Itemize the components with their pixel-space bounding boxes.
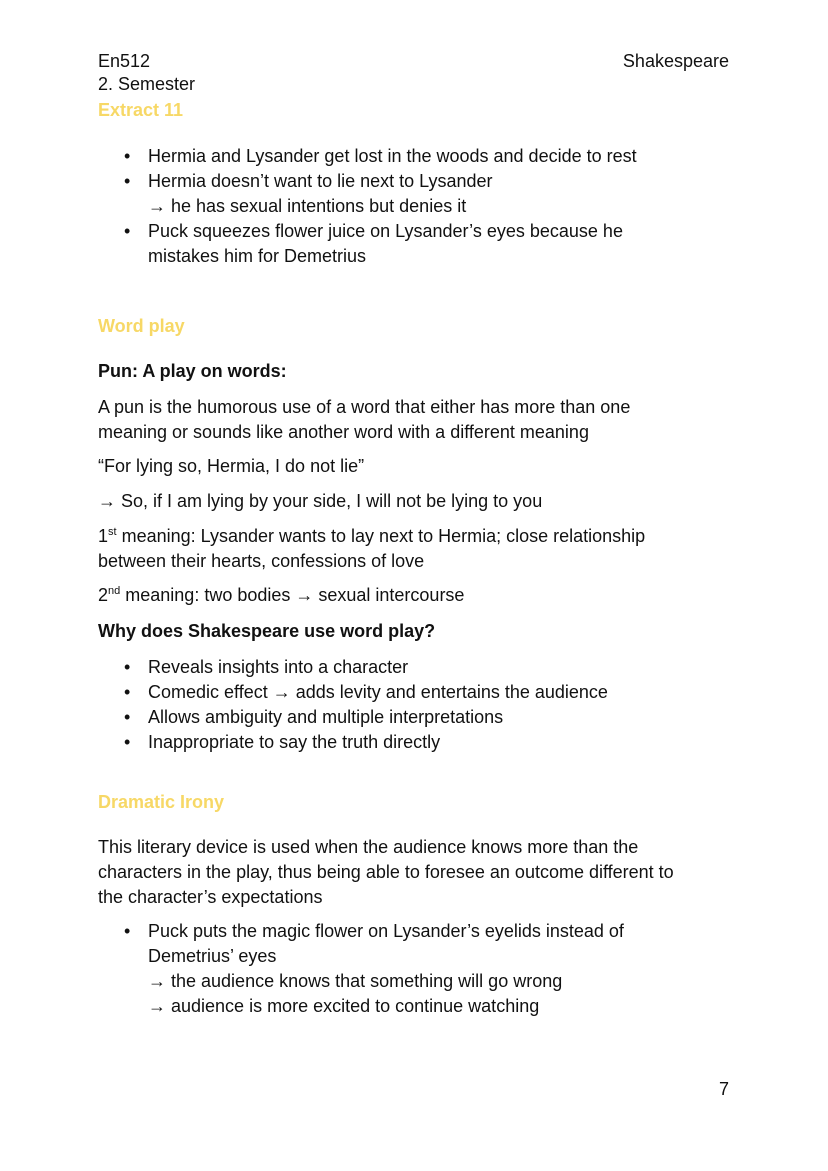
bullet-text: Hermia and Lysander get lost in the woods and decide to rest [148, 146, 637, 166]
line: This literary device is used when the audience knows more than the [98, 837, 639, 857]
bullet: • [124, 921, 131, 941]
bullet-text: Allows ambiguity and multiple interpretations [148, 707, 504, 727]
line: meaning: two bodies → sexual intercourse [120, 585, 465, 605]
extract-bullets [98, 144, 637, 269]
ordinal-suffix: nd [108, 585, 121, 597]
wordplay-title: Word play [98, 316, 185, 336]
list-item [98, 705, 608, 730]
ordinal: 2 [98, 585, 109, 605]
line: meaning: Lysander wants to lay next to Hermia; close relationship [116, 526, 646, 546]
list-item [98, 730, 608, 755]
bullet-subtext: → he has sexual intentions but denies it [148, 196, 467, 216]
pun-explanation: → So, if I am lying by your side, I will not be lying to you [98, 491, 543, 511]
irony-definition [98, 835, 674, 910]
bullet: • [124, 171, 131, 191]
bullet-text: Comedic effect → adds levity and entertains the audience [148, 682, 608, 702]
reasons-list [98, 655, 608, 755]
list-item [98, 680, 608, 705]
irony-bullets [98, 919, 624, 1019]
pun-definition [98, 395, 630, 445]
bullet-text: Hermia doesn’t want to lie next to Lysander [148, 171, 493, 191]
subject: Shakespeare [622, 51, 729, 71]
pun-heading: Pun: A play on words: [98, 361, 287, 381]
extract-title: Extract 11 [98, 100, 184, 120]
line: between their hearts, confessions of love [98, 551, 425, 571]
bullet-subtext: → audience is more excited to continue watching [148, 996, 540, 1016]
irony-title: Dramatic Irony [98, 792, 225, 812]
course-code: En512 [98, 51, 151, 71]
line: the character’s expectations [98, 887, 323, 907]
line: characters in the play, thus being able to foresee an outcome different to [98, 862, 674, 882]
bullet: • [124, 221, 131, 241]
list-item [98, 169, 637, 219]
bullet: • [124, 146, 131, 166]
list-item [98, 219, 637, 269]
bullet: • [124, 707, 131, 727]
second-meaning [98, 583, 464, 608]
why-heading: Why does Shakespeare use word play? [98, 621, 436, 641]
bullet-text: Puck puts the magic flower on Lysander’s eyelids instead of [148, 921, 624, 941]
bullet: • [124, 682, 131, 702]
bullet: • [124, 732, 131, 752]
list-item [98, 144, 637, 169]
bullet-text: Inappropriate to say the truth directly [148, 732, 441, 752]
bullet: • [124, 657, 131, 677]
bullet-text: Puck squeezes flower juice on Lysander’s eyes because he [148, 221, 623, 241]
list-item [98, 919, 624, 1019]
semester: 2. Semester [98, 74, 196, 94]
line: A pun is the humorous use of a word that either has more than one [98, 397, 631, 417]
bullet-subtext: mistakes him for Demetrius [148, 246, 367, 266]
page-number: 7 [718, 1079, 729, 1099]
pun-quote: “For lying so, Hermia, I do not lie” [98, 456, 365, 476]
ordinal: 1 [98, 526, 109, 546]
list-item [98, 655, 608, 680]
bullet-text: Reveals insights into a character [148, 657, 409, 677]
bullet-subtext: → the audience knows that something will go wrong [148, 971, 563, 991]
ordinal-suffix: st [108, 526, 117, 538]
first-meaning [98, 524, 645, 574]
line: meaning or sounds like another word with a different meaning [98, 422, 589, 442]
bullet-subtext: Demetrius’ eyes [148, 946, 277, 966]
